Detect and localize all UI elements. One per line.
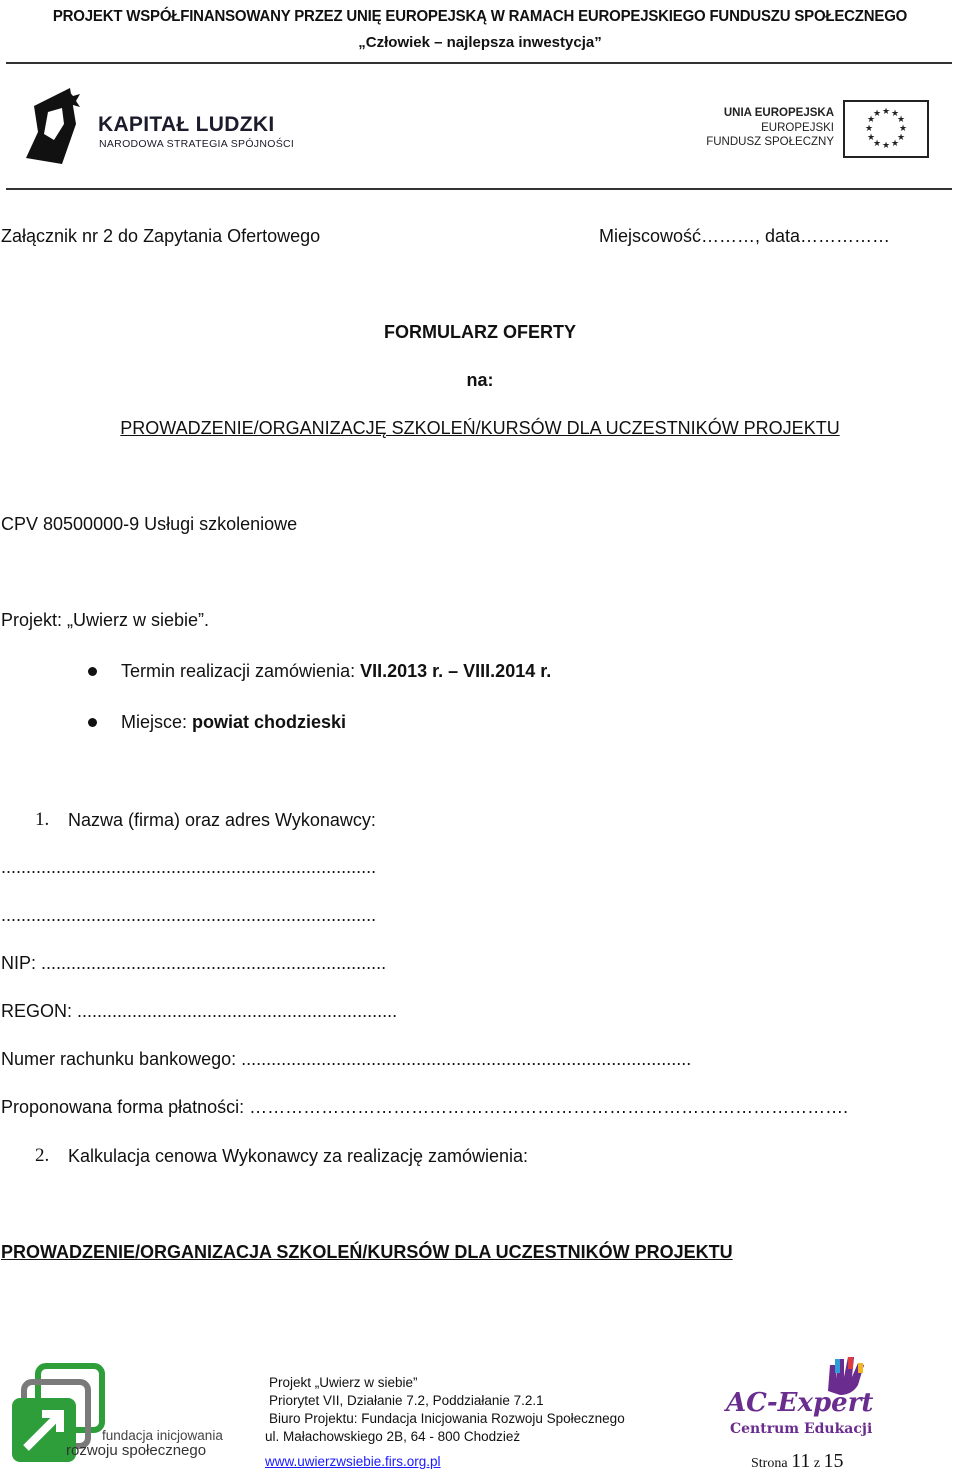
footer-priority: Priorytet VII, Działanie 7.2, Poddziałanie 7.2.1 (269, 1393, 544, 1408)
page-current: 11 (791, 1450, 811, 1472)
regon-field: REGON: ................................................................ (1, 1001, 398, 1021)
slogan: „Człowiek – najlepsza inwestycja” (358, 34, 602, 51)
eu-label-3: FUNDUSZ SPOŁECZNY (706, 136, 834, 148)
section-1-title: Nazwa (firma) oraz adres Wykonawcy: (68, 810, 376, 830)
bullet-place (121, 712, 346, 733)
contractor-line-1: ........................................................................... (1, 857, 377, 877)
page-number (751, 1450, 844, 1473)
bullet-icon (88, 667, 97, 676)
svg-text:★: ★ (890, 109, 900, 119)
header-rule-bottom (6, 188, 952, 190)
order-subject: PROWADZENIE/ORGANIZACJĘ SZKOLEŃ/KURSÓW DLA UCZESTNIKÓW PROJEKTU (120, 418, 840, 438)
eu-label-2: EUROPEJSKI (761, 122, 834, 134)
term-value: VII.2013 r. – VIII.2014 r. (360, 661, 552, 681)
payment-form-field: Proponowana forma płatności: ………………………………………………………………………………………. (1, 1097, 849, 1117)
firs-logo-text-1: fundacja inicjowania (102, 1428, 223, 1443)
kapital-ludzki-subtitle: NARODOWA STRATEGIA SPÓJNOŚCI (99, 138, 295, 150)
kapital-ludzki-title: KAPITAŁ LUDZKI (98, 113, 275, 136)
svg-text:★: ★ (866, 133, 876, 143)
svg-text:★: ★ (881, 107, 891, 117)
page-total: 15 (823, 1450, 844, 1472)
contractor-line-2: ........................................................................... (1, 905, 377, 925)
eu-flag-icon (843, 100, 929, 158)
term-label: Termin realizacji zamówienia: (121, 661, 361, 681)
eu-label-1: UNIA EUROPEJSKA (723, 107, 834, 119)
footer-address: ul. Małachowskiego 2B, 64 - 800 Chodzież (265, 1429, 521, 1444)
header-rule-top (6, 62, 952, 64)
footer-office: Biuro Projektu: Fundacja Inicjowania Rozwoju Społecznego (269, 1411, 625, 1426)
ac-expert-title: AC-Expert (726, 1388, 874, 1418)
place-date: Miejscowość………, data…………… (599, 226, 891, 246)
place-value: powiat chodzieski (192, 712, 347, 732)
footer-website-link[interactable]: www.uwierzwsiebie.firs.org.pl (265, 1454, 441, 1469)
svg-text:★: ★ (890, 139, 900, 149)
firs-logo-text-2: rozwoju społecznego (66, 1442, 207, 1459)
page-word: Strona (751, 1456, 788, 1471)
page-of: z (813, 1456, 821, 1471)
form-na: na: (466, 370, 494, 390)
svg-text:★: ★ (881, 141, 891, 151)
project-name: Projekt: „Uwierz w siebie”. (1, 610, 210, 630)
section-2-title: Kalkulacja cenowa Wykonawcy za realizację zamówienia: (68, 1146, 529, 1166)
svg-text:★: ★ (866, 115, 876, 125)
svg-text:★: ★ (898, 124, 908, 134)
section-2-number: 2. (35, 1145, 50, 1166)
attachment-label: Załącznik nr 2 do Zapytania Ofertowego (1, 226, 321, 246)
order-subject-2: PROWADZENIE/ORGANIZACJA SZKOLEŃ/KURSÓW DLA UCZESTNIKÓW PROJEKTU (1, 1242, 733, 1262)
svg-text:★: ★ (896, 115, 906, 125)
nip-field: NIP: ..................................................................... (1, 953, 387, 973)
svg-text:★: ★ (864, 124, 874, 134)
svg-text:★: ★ (872, 139, 882, 149)
cpv-code: CPV 80500000-9 Usługi szkoleniowe (1, 514, 298, 534)
bank-account-field: Numer rachunku bankowego: .......................................................................................... (1, 1049, 692, 1069)
ac-expert-subtitle: Centrum Edukacji (730, 1421, 873, 1437)
place-label: Miejsce: (121, 712, 193, 732)
svg-text:★: ★ (872, 109, 882, 119)
svg-text:★: ★ (896, 133, 906, 143)
bullet-term (121, 661, 551, 682)
footer-project: Projekt „Uwierz w siebie” (269, 1375, 418, 1390)
bullet-icon (88, 718, 97, 727)
section-1-number: 1. (35, 809, 50, 830)
cofinancing-header: PROJEKT WSPÓŁFINANSOWANY PRZEZ UNIĘ EUROPEJSKĄ W RAMACH EUROPEJSKIEGO FUNDUSZU SPOŁECZNEGO (52, 7, 908, 26)
form-title: FORMULARZ OFERTY (384, 322, 576, 342)
